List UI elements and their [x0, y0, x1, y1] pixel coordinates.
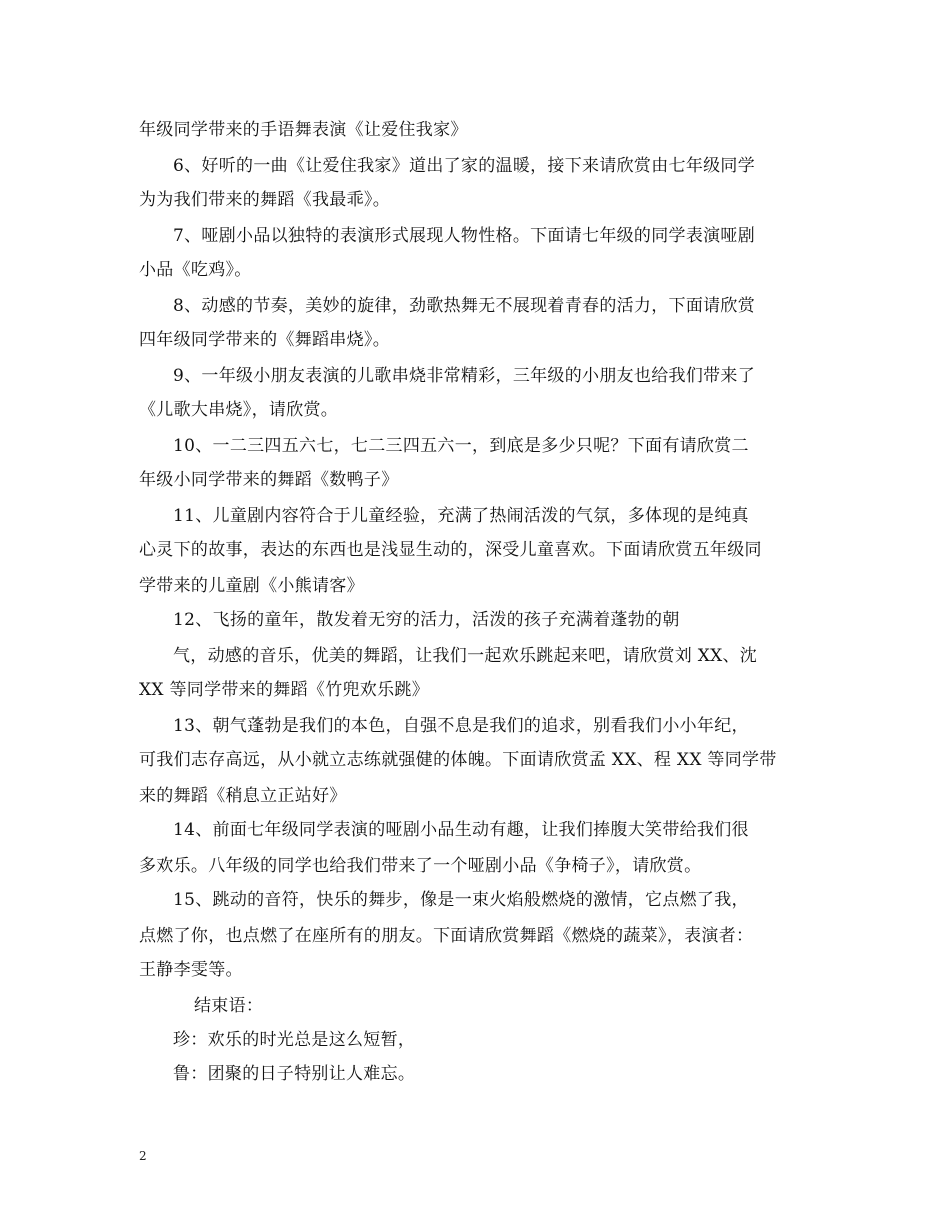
text-line: 14、前面七年级同学表演的哑剧小品生动有趣，让我们捧腹大笑带给我们很: [173, 820, 749, 840]
text-line: 13、朝气蓬勃是我们的本色，自强不息是我们的追求，别看我们小小年纪，: [173, 716, 749, 736]
text-line: 心灵下的故事，表达的东西也是浅显生动的，深受儿童喜欢。下面请欣赏五年级同: [139, 540, 762, 560]
text-line: 11、儿童剧内容符合于儿童经验，充满了热闹活泼的气氛，多体现的是纯真: [173, 506, 749, 526]
text-line: 8、动感的节奏，美妙的旋律，劲歌热舞无不展现着青春的活力，下面请欣赏: [173, 296, 756, 316]
text-line: 年级小同学带来的舞蹈《数鸭子》: [139, 470, 399, 490]
text-line: 10、一二三四五六七，七二三四五六一，到底是多少只呢？下面有请欣赏二: [173, 436, 749, 456]
text-line: 《儿歌大串烧》，请欣赏。: [139, 400, 339, 420]
text-line: 6、好听的一曲《让爱住我家》道出了家的温暖，接下来请欣赏由七年级同学: [173, 156, 756, 176]
text-line: 15、跳动的音符，快乐的舞步，像是一束火焰般燃烧的激情，它点燃了我，: [173, 890, 749, 910]
text-line: 7、哑剧小品以独特的表演形式展现人物性格。下面请七年级的同学表演哑剧: [173, 226, 756, 246]
text-line: 鲁：团聚的日子特别让人难忘。: [173, 1064, 416, 1084]
text-line: 来的舞蹈《稍息立正站好》: [139, 786, 347, 806]
text-line: 点燃了你，也点燃了在座所有的朋友。下面请欣赏舞蹈《燃烧的蔬菜》，表演者：: [139, 926, 754, 946]
text-line: 四年级同学带来的《舞蹈串烧》。: [139, 330, 390, 350]
text-line: 王静李雯等。: [139, 960, 243, 980]
text-line: 年级同学带来的手语舞表演《让爱住我家》: [139, 120, 468, 140]
text-line: 多欢乐。八年级的同学也给我们带来了一个哑剧小品《争椅子》，请欣赏。: [139, 856, 702, 876]
text-line: 9、一年级小朋友表演的儿歌串烧非常精彩，三年级的小朋友也给我们带来了: [173, 366, 756, 386]
text-line: 珍：欢乐的时光总是这么短暂，: [173, 1030, 416, 1050]
page-number: 2: [139, 1149, 147, 1163]
text-line: 气，动感的音乐，优美的舞蹈，让我们一起欢乐跳起来吧，请欣赏刘 XX、沈: [173, 646, 758, 666]
text-line: 学带来的儿童剧《小熊请客》: [139, 576, 364, 596]
text-line: 可我们志存高远，从小就立志练就强健的体魄。下面请欣赏孟 XX、程 XX 等同学带: [139, 750, 777, 770]
text-line: 小品《吃鸡》。: [139, 260, 252, 280]
closing-heading: 结束语：: [194, 996, 264, 1016]
text-line: 12、飞扬的童年，散发着无穷的活力，活泼的孩子充满着蓬勃的朝: [173, 610, 680, 630]
text-line: 为为我们带来的舞蹈《我最乖》。: [139, 190, 390, 210]
text-line: XX 等同学带来的舞蹈《竹兜欢乐跳》: [139, 680, 430, 700]
